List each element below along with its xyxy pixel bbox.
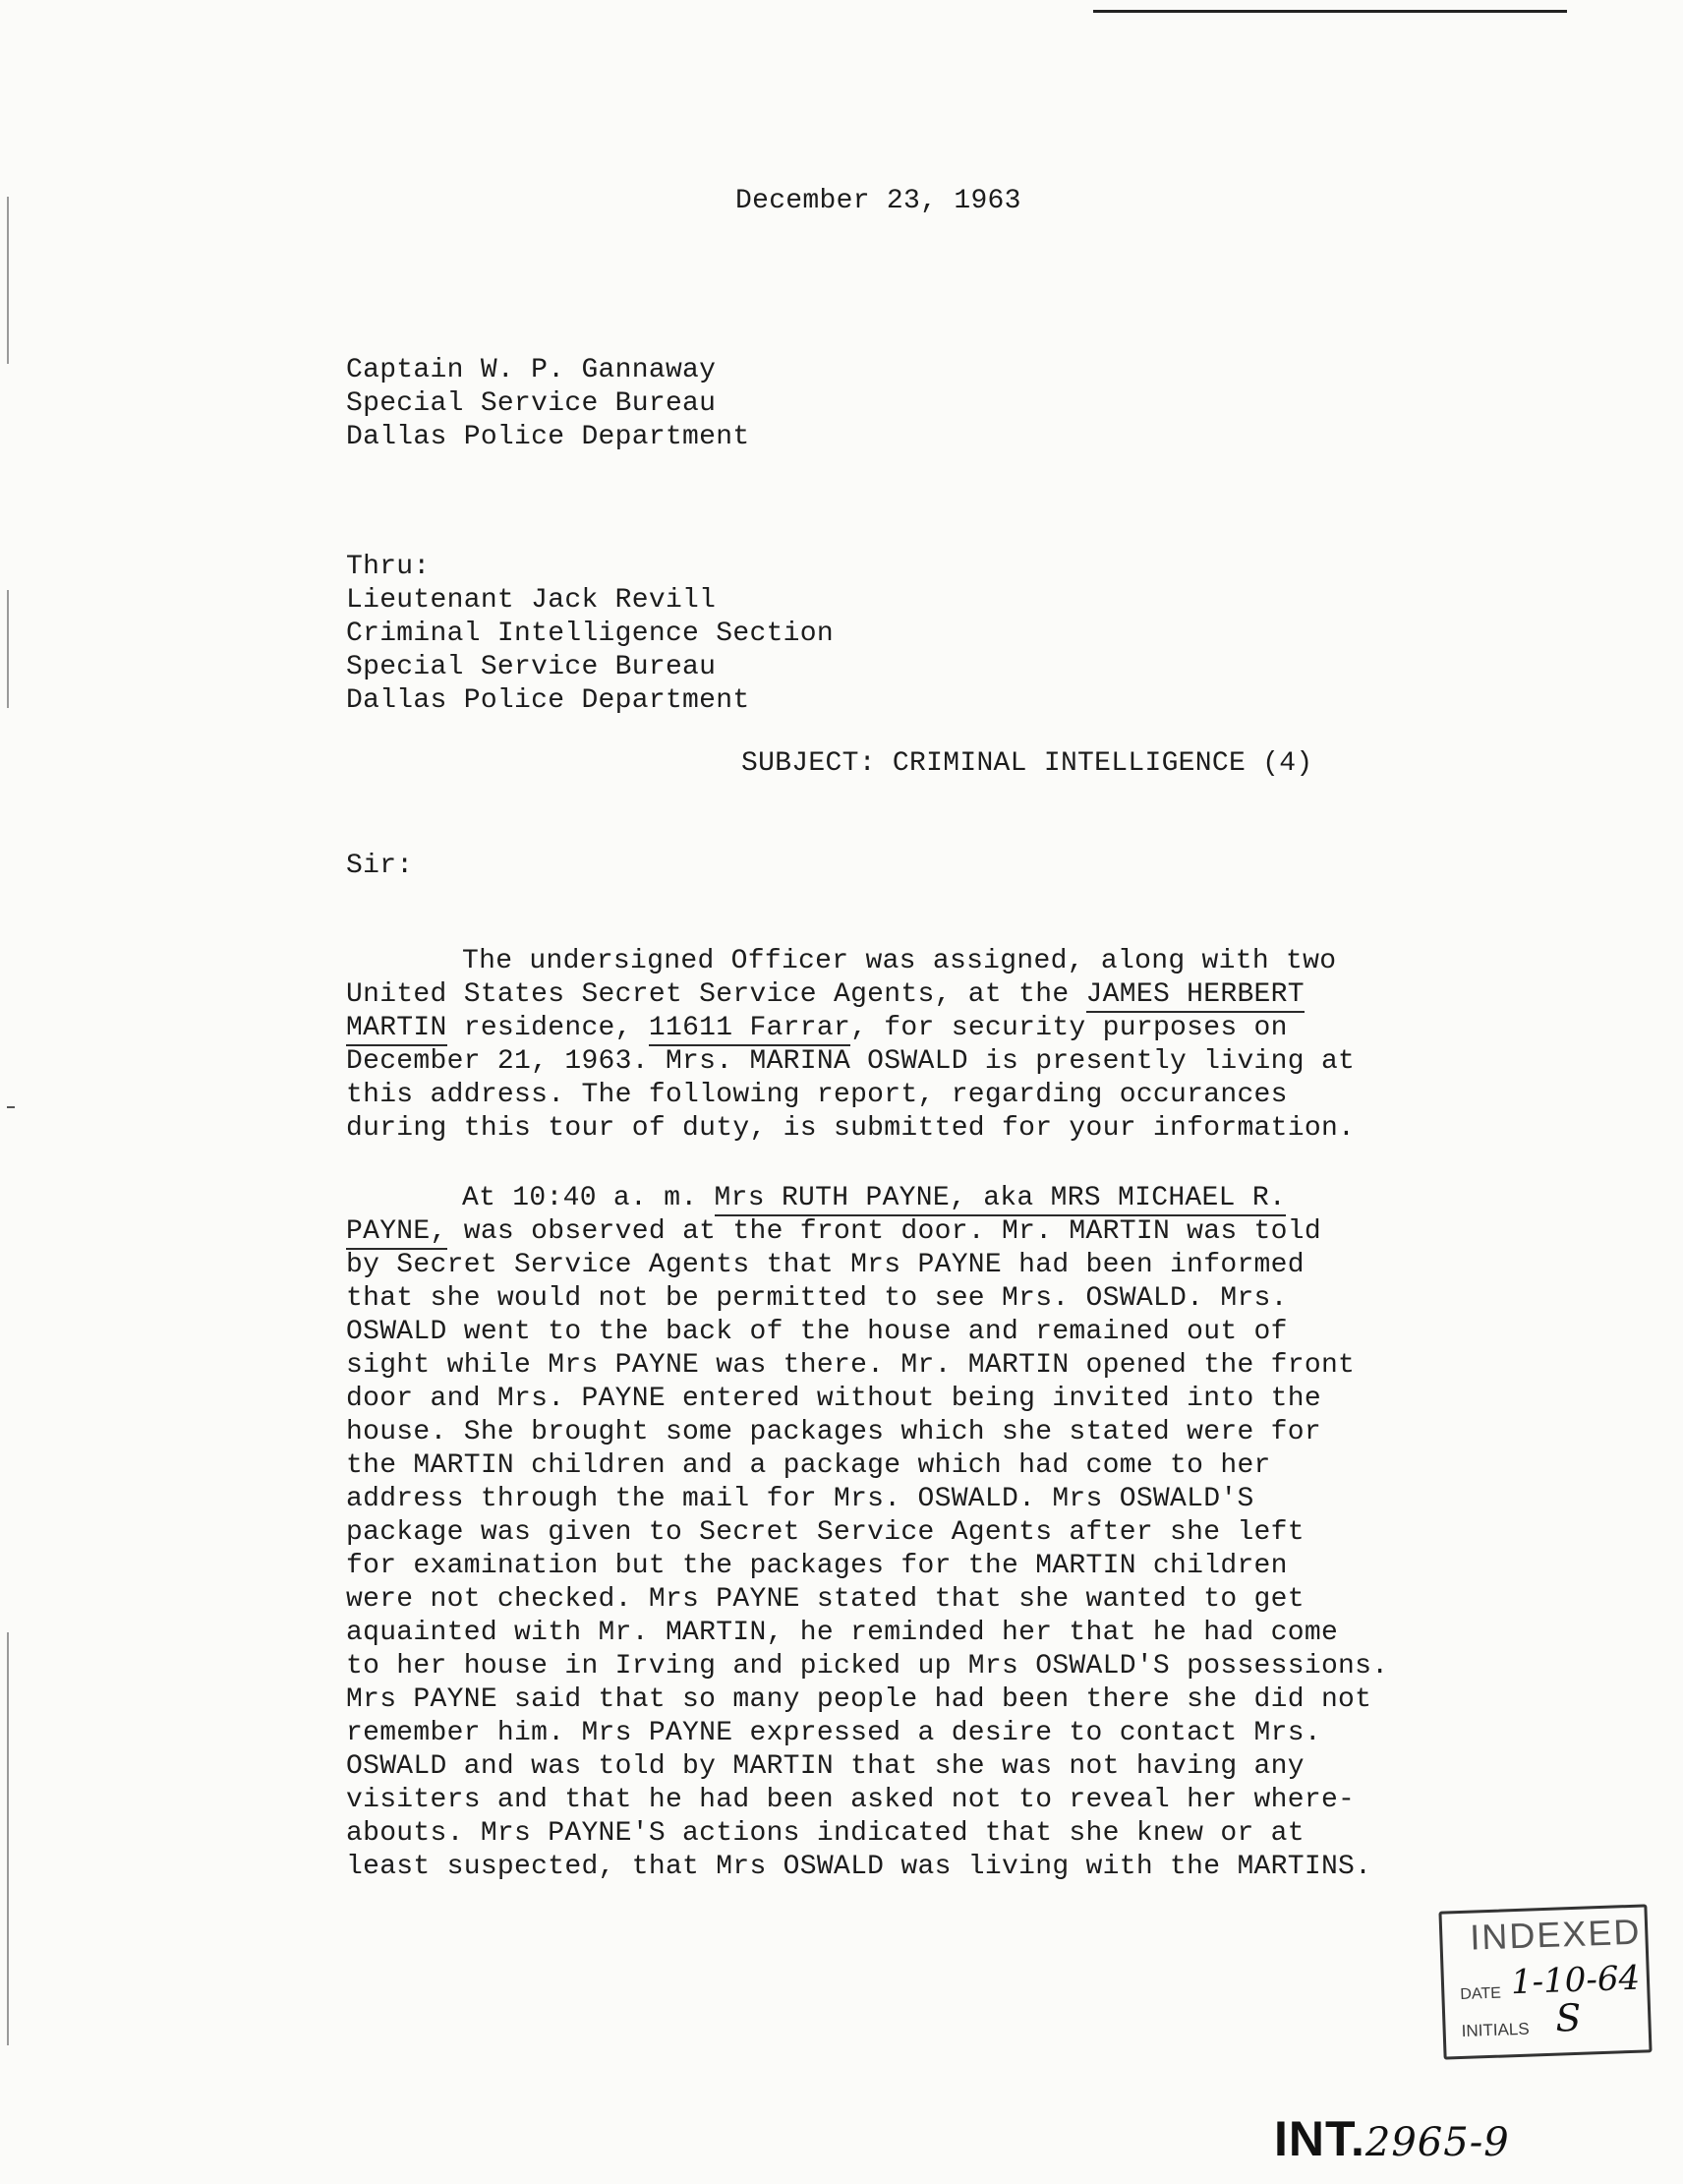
underlined-address: 11611 Farrar [649, 1013, 850, 1046]
thru-line: Criminal Intelligence Section [346, 619, 834, 649]
thru-line: Dallas Police Department [346, 685, 750, 716]
paragraph-line [346, 1215, 1388, 1249]
addressee-block [346, 354, 749, 454]
paragraph-line: The undersigned Officer was assigned, along with two [462, 946, 1337, 976]
paragraph-line: by Secret Service Agents that Mrs PAYNE had been informed [346, 1250, 1305, 1280]
stamp-initials-label: INITIALS [1461, 2019, 1530, 2041]
stamp-date-label: DATE [1460, 1984, 1502, 2004]
paragraph-line: during this tour of duty, is submitted for your information. [346, 1113, 1356, 1144]
underlined-name: Mrs RUTH PAYNE, aka MRS MICHAEL R. [715, 1183, 1287, 1216]
paragraph-line: sight while Mrs PAYNE was there. Mr. MARTIN opened the front [346, 1350, 1356, 1381]
paragraph-line: least suspected, that Mrs OSWALD was living with the MARTINS. [346, 1852, 1372, 1882]
addressee-line: Captain W. P. Gannaway [346, 355, 717, 385]
paragraph-line [346, 1012, 1355, 1045]
thru-block [346, 551, 834, 718]
paragraph-line [346, 1182, 1388, 1215]
file-number-handwritten: 2965-9 [1364, 2120, 1510, 2165]
paragraph-line: door and Mrs. PAYNE entered without being invited into the [346, 1384, 1321, 1414]
thru-line: Special Service Bureau [346, 652, 717, 682]
paragraph-line: were not checked. Mrs PAYNE stated that she wanted to get [346, 1584, 1305, 1615]
paragraph-line: remember him. Mrs PAYNE expressed a desire to contact Mrs. [346, 1718, 1321, 1748]
text-run: United States Secret Service Agents, at the [346, 979, 1086, 1010]
text-run: At 10:40 a. m. [462, 1183, 715, 1213]
paragraph-line [346, 978, 1355, 1012]
thru-line: Thru: [346, 552, 431, 582]
text-run: was observed at the front door. Mr. MARTIN was told [446, 1216, 1321, 1247]
paragraph-line: this address. The following report, regarding occurances [346, 1080, 1288, 1110]
thru-line: Lieutenant Jack Revill [346, 585, 717, 616]
text-run: residence, [446, 1013, 649, 1043]
file-number-prefix: INT. [1274, 2111, 1365, 2166]
scan-edge-tick [7, 1106, 15, 1108]
paragraph-2 [346, 1182, 1388, 1884]
paragraph-line: the MARTIN children and a package which had come to her [346, 1450, 1271, 1481]
paragraph-line: Mrs PAYNE said that so many people had been there she did not [346, 1684, 1372, 1715]
paragraph-1 [346, 945, 1355, 1146]
paragraph-line: OSWALD and was told by MARTIN that she was not having any [346, 1751, 1305, 1782]
paragraph-line: to her house in Irving and picked up Mrs OSWALD'S possessions. [346, 1651, 1389, 1682]
indexed-stamp [1438, 1904, 1652, 2059]
paragraph-line: package was given to Secret Service Agents after she left [346, 1517, 1305, 1548]
paragraph-line: house. She brought some packages which she stated were for [346, 1417, 1321, 1447]
top-rule [1093, 10, 1567, 13]
letter-date: December 23, 1963 [735, 186, 1021, 216]
scan-edge-mark [7, 1632, 9, 2045]
salutation: Sir: [346, 851, 414, 881]
text-run: , for security purposes on [850, 1013, 1288, 1043]
paragraph-line: December 21, 1963. Mrs. MARINA OSWALD is presently living at [346, 1046, 1356, 1077]
paragraph-line: for examination but the packages for the MARTIN children [346, 1551, 1288, 1581]
paragraph-line: visiters and that he had been asked not to reveal her where- [346, 1785, 1356, 1815]
subject-line: SUBJECT: CRIMINAL INTELLIGENCE (4) [741, 748, 1313, 779]
addressee-line: Special Service Bureau [346, 388, 717, 419]
underlined-name: JAMES HERBERT [1086, 979, 1305, 1013]
paragraph-line: OSWALD went to the back of the house and remained out of [346, 1317, 1288, 1347]
paragraph-line: aquainted with Mr. MARTIN, he reminded her that he had come [346, 1618, 1339, 1648]
stamp-initials-value: S [1554, 1995, 1583, 2040]
scan-edge-mark [7, 197, 9, 364]
underlined-name: PAYNE, [346, 1216, 447, 1250]
stamp-title: INDEXED [1469, 1911, 1643, 1958]
addressee-line: Dallas Police Department [346, 422, 750, 452]
paragraph-line: address through the mail for Mrs. OSWALD. Mrs OSWALD'S [346, 1484, 1254, 1514]
file-number [1274, 2110, 1510, 2167]
paragraph-line: that she would not be permitted to see Mrs. OSWALD. Mrs. [346, 1283, 1288, 1314]
underlined-name: MARTIN [346, 1013, 447, 1046]
stamp-date-value: 1-10-64 [1510, 1958, 1641, 2003]
scan-edge-mark [7, 590, 9, 708]
paragraph-line: abouts. Mrs PAYNE'S actions indicated that she knew or at [346, 1818, 1305, 1849]
